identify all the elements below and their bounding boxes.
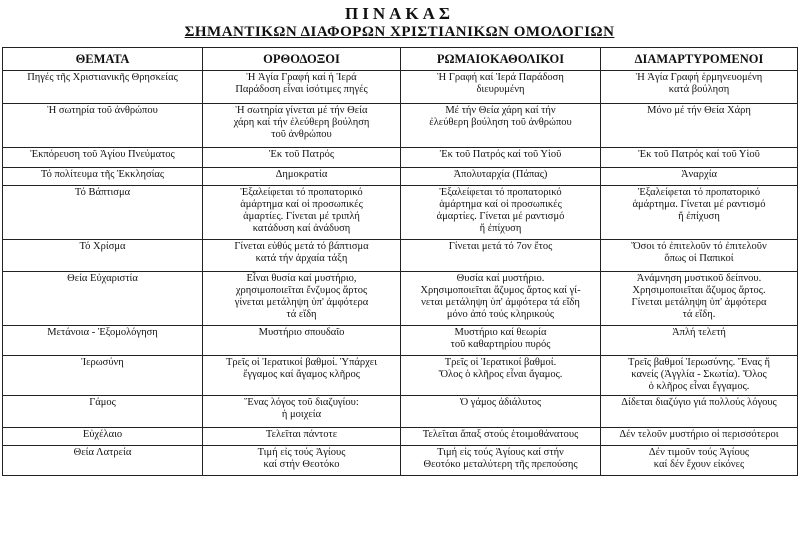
orthodox-cell: Εἶναι θυσία καί μυστήριο, χρησιμοποιεῖται ἔνζυμος ἄρτος γίνεται μετάληψη ὑπ' ἀμφότερα τά εἴδη: [203, 272, 401, 326]
table-row: [3, 148, 798, 168]
protestant-cell: Ἁπλή τελετή: [601, 326, 798, 356]
row-topic: Τό πολίτευμα τῆς Ἐκκλησίας: [3, 168, 203, 186]
protestant-cell: Ἐκ τοῦ Πατρός καί τοῦ Υἱοῦ: [601, 148, 798, 168]
header-protestant: ΔΙΑΜΑΡΤΥΡΟΜΕΝΟΙ: [601, 48, 798, 71]
table-row: [3, 396, 798, 428]
row-topic: Τό Βάπτισμα: [3, 186, 203, 240]
catholic-cell: Θυσία καί μυστήριο. Χρησιμοποιεῖται ἄζυμος ἄρτος καί γί- νεται μετάληψη ὑπ' ἀμφότερα τά εἴδη μόνο ἀπό τούς κληρικούς: [401, 272, 601, 326]
catholic-cell: Τιμή εἰς τούς Ἁγίους καί στήν Θεοτόκο μεταλύτερη τῆς πρεπούσης: [401, 446, 601, 476]
table-row: [3, 446, 798, 476]
catholic-cell: Ὁ γάμος ἀδιάλυτος: [401, 396, 601, 428]
table-row: [3, 104, 798, 148]
catholic-cell: Ἀπολυταρχία (Πάπας): [401, 168, 601, 186]
table-row: [3, 428, 798, 446]
comparison-table: [2, 47, 798, 476]
row-topic: Θεία Λατρεία: [3, 446, 203, 476]
header-orthodox: ΟΡΘΟΔΟΞΟΙ: [203, 48, 401, 71]
orthodox-cell: Τελεῖται πάντοτε: [203, 428, 401, 446]
catholic-cell: Ἡ Γραφή καί Ἱερά Παράδοση διευρυμένη: [401, 71, 601, 104]
row-topic: Εὐχέλαιο: [3, 428, 203, 446]
protestant-cell: Ἐξαλείφεται τό προπατορικό ἁμάρτημα. Γίνεται μέ ραντισμό ἤ ἐπίχυση: [601, 186, 798, 240]
protestant-cell: Ἡ Ἁγία Γραφή ἑρμηνευομένη κατά βούληση: [601, 71, 798, 104]
catholic-cell: Ἐκ τοῦ Πατρός καί τοῦ Υἱοῦ: [401, 148, 601, 168]
protestant-cell: Τρεῖς βαθμοί Ἱερωσύνης. Ἕνας ἤ κανείς (Ἀγγλία - Σκωτία). Ὅλος ὁ κλῆρος εἶναι ἔγγαμος.: [601, 356, 798, 396]
catholic-cell: Μυστήριο καί θεωρία τοῦ καθαρτηρίου πυρός: [401, 326, 601, 356]
catholic-cell: Γίνεται μετά τό 7ον ἔτος: [401, 240, 601, 272]
document-title: ΠΙΝΑΚΑΣ: [344, 4, 454, 23]
catholic-cell: Μέ τήν Θεία χάρη καί τήν ἐλεύθερη βούληση τοῦ ἀνθρώπου: [401, 104, 601, 148]
row-topic: Ἱερωσύνη: [3, 356, 203, 396]
orthodox-cell: Τρεῖς οἱ Ἱερατικοί βαθμοί. Ὑπάρχει ἔγγαμος καί ἄγαμος κλῆρος: [203, 356, 401, 396]
protestant-cell: Δίδεται διαζύγιο γιά πολλούς λόγους: [601, 396, 798, 428]
row-topic: Θεία Εὐχαριστία: [3, 272, 203, 326]
catholic-cell: Ἐξαλείφεται τό προπατορικό ἁμάρτημα καί οἱ προσωπικές ἁμαρτίες. Γίνεται μέ ραντισμό ἤ ἐπίχυση: [401, 186, 601, 240]
orthodox-cell: Μυστήριο σπουδαῖο: [203, 326, 401, 356]
row-topic: Ἡ σωτηρία τοῦ ἀνθρώπου: [3, 104, 203, 148]
row-topic: Μετάνοια - Ἐξομολόγηση: [3, 326, 203, 356]
table-row: [3, 168, 798, 186]
catholic-cell: Τρεῖς οἱ Ἱερατικοί βαθμοί. Ὅλος ὁ κλῆρος εἶναι ἄγαμος.: [401, 356, 601, 396]
table-header-row: [3, 48, 798, 71]
protestant-cell: Ἀνάμνηση μυστικοῦ δείπνου. Χρησιμοποιεῖται ἄζυμος ἄρτος. Γίνεται μετάληψη ὑπ' ἀμφότερα τά εἴδη.: [601, 272, 798, 326]
table-row: [3, 326, 798, 356]
table-row: [3, 356, 798, 396]
orthodox-cell: Ἡ Ἁγία Γραφή καί ἡ Ἱερά Παράδοση εἶναι ἰσότιμες πηγές: [203, 71, 401, 104]
table-row: [3, 71, 798, 104]
protestant-cell: Ἀναρχία: [601, 168, 798, 186]
catholic-cell: Τελεῖται ἅπαξ στούς ἑτοιμοθάνατους: [401, 428, 601, 446]
table-row: [3, 272, 798, 326]
document-subtitle: ΣΗΜΑΝΤΙΚΩΝ ΔΙΑΦΟΡΩΝ ΧΡΙΣΤΙΑΝΙΚΩΝ ΟΜΟΛΟΓΙΩΝ: [184, 24, 615, 40]
protestant-cell: Δέν τιμοῦν τούς Ἁγίους καί δέν ἔχουν εἰκόνες: [601, 446, 798, 476]
header-catholic: ΡΩΜΑΙΟΚΑΘΟΛΙΚΟΙ: [401, 48, 601, 71]
orthodox-cell: Ἕνας λόγος τοῦ διαζυγίου: ἡ μοιχεία: [203, 396, 401, 428]
orthodox-cell: Ἐξαλείφεται τό προπατορικό ἁμάρτημα καί οἱ προσωπικές ἁμαρτίες. Γίνεται μέ τριπλή κατάδυση καί ἀνάδυση: [203, 186, 401, 240]
table-row: [3, 240, 798, 272]
row-topic: Πηγές τῆς Χριστιανικῆς Θρησκείας: [3, 71, 203, 104]
row-topic: Γάμος: [3, 396, 203, 428]
row-topic: Ἐκπόρευση τοῦ Ἁγίου Πνεύματος: [3, 148, 203, 168]
orthodox-cell: Ἡ σωτηρία γίνεται μέ τήν Θεία χάρη καί τήν ἐλεύθερη βούληση τοῦ ἀνθρώπου: [203, 104, 401, 148]
header-themes: ΘΕΜΑΤΑ: [3, 48, 203, 71]
protestant-cell: Ὅσοι τό ἐπιτελοῦν τό ἐπιτελοῦν ὅπως οἱ Παπικοί: [601, 240, 798, 272]
orthodox-cell: Ἐκ τοῦ Πατρός: [203, 148, 401, 168]
row-topic: Τό Χρίσμα: [3, 240, 203, 272]
protestant-cell: Δέν τελοῦν μυστήριο οἱ περισσότεροι: [601, 428, 798, 446]
protestant-cell: Μόνο μέ τήν Θεία Χάρη: [601, 104, 798, 148]
table-row: [3, 186, 798, 240]
orthodox-cell: Τιμή εἰς τούς Ἁγίους καί στήν Θεοτόκο: [203, 446, 401, 476]
orthodox-cell: Γίνεται εὐθύς μετά τό βάπτισμα κατά τήν ἀρχαία τάξη: [203, 240, 401, 272]
orthodox-cell: Δημοκρατία: [203, 168, 401, 186]
